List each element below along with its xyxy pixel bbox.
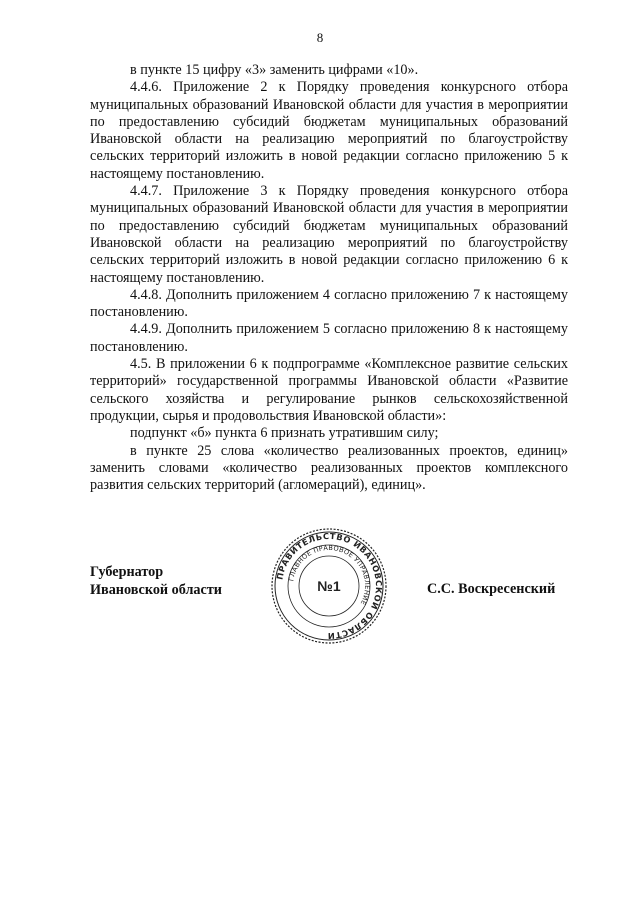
paragraph: 4.4.7. Приложение 3 к Порядку проведения конкурсного отбора муниципальных образований Ивановской области для участия в мероприятии по предоставлению субсидий бюджетам муниципальных образований Ивановской области на реализацию мероприятий по благоустройству сельских территорий изложить в новой редакции согласно приложению 6 к настоящему постановлению.	[90, 183, 568, 286]
paragraph: 4.4.9. Дополнить приложением 5 согласно приложению 8 к настоящему постановлению.	[90, 321, 568, 355]
paragraph: 4.4.8. Дополнить приложением 4 согласно приложению 7 к настоящему постановлению.	[90, 286, 568, 321]
official-seal	[270, 527, 388, 645]
signer-title-line2: Ивановской области	[90, 581, 222, 598]
paragraph: в пункте 15 цифру «3» заменить цифрами «10».	[130, 62, 419, 78]
document-body	[90, 62, 568, 494]
paragraph: подпункт «б» пункта 6 признать утратившим силу;	[130, 425, 439, 442]
paragraph: 4.5. В приложении 6 к подпрограмме «Комплексное развитие сельских территорий» государственной программы Ивановской области «Развитие сельского хозяйства и регулирование рынков сельскохозяйственной продукции, сырья и продовольствия Ивановской области»:	[90, 356, 568, 424]
page-number: 8	[316, 30, 324, 45]
signer-title-line1: Губернатор	[90, 564, 164, 580]
svg-text:№1: №1	[317, 578, 341, 594]
signer-name: С.С. Воскресенский	[427, 581, 556, 597]
svg-text:ГЛАВНОЕ ПРАВОВОЕ УПРАВЛЕНИЕ: ГЛАВНОЕ ПРАВОВОЕ УПРАВЛЕНИЕ	[287, 543, 372, 607]
paragraph: в пункте 25 слова «количество реализованных проектов, единиц» заменить словами «количество реализованных проектов комплексного развития сельских территорий (агломераций), единиц».	[90, 442, 568, 494]
paragraph: 4.4.6. Приложение 2 к Порядку проведения конкурсного отбора муниципальных образований Ивановской области для участия в мероприятии по предоставлению субсидий бюджетам муниципальных образований Ивановской области на реализацию мероприятий по благоустройству сельских территорий изложить в новой редакции согласно приложению 5 к настоящему постановлению.	[90, 79, 568, 182]
signer-title	[90, 564, 222, 599]
svg-text:ПРАВИТЕЛЬСТВО ИВАНОВСКОЙ ОБЛАС: ПРАВИТЕЛЬСТВО ИВАНОВСКОЙ ОБЛАСТИ	[274, 530, 385, 642]
seal-graphic	[270, 527, 388, 645]
